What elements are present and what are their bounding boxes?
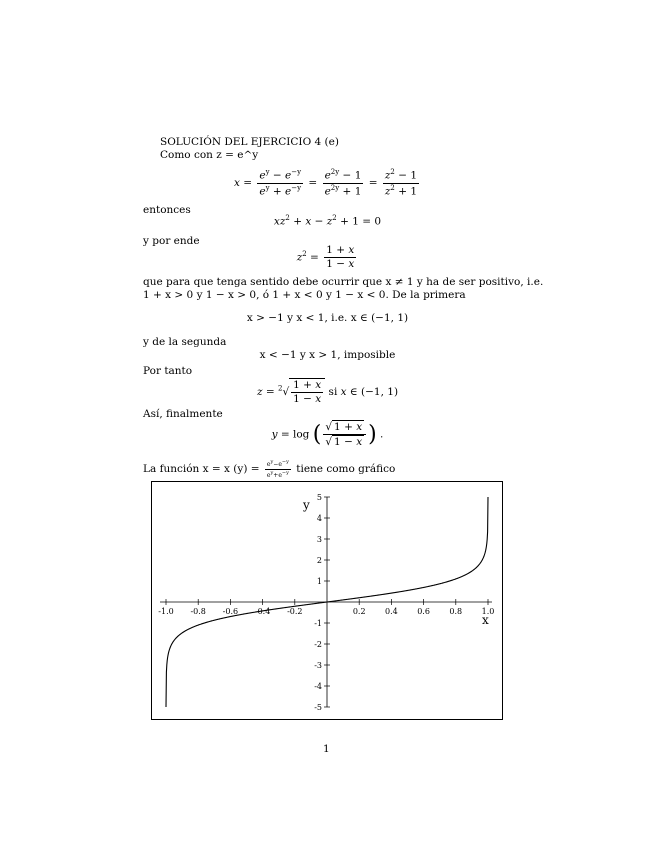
y-tick-label: 3 (316, 535, 322, 544)
y-tick-label: 1 (316, 577, 322, 586)
text-entonces: entonces (143, 204, 191, 216)
x-tick-label: 0.2 (352, 607, 366, 616)
x-tick-label: 0.8 (449, 607, 463, 616)
intro-text: Como con z = e^y (160, 149, 259, 161)
x-tick-label: -0.2 (287, 607, 303, 616)
x-axis-label: x (482, 613, 489, 627)
x-tick-label: -0.6 (222, 607, 239, 616)
equation-quadratic: $xz^2 + x - z^2 + 1 = 0$ (273, 214, 382, 228)
text-de-la-segunda: y de la segunda (143, 336, 227, 348)
funcion-post-text: tiene como gráfico (296, 463, 396, 475)
x-tick-label: -1.0 (158, 607, 174, 616)
y-tick-label: -2 (314, 640, 322, 649)
funcion-pre-text: La función x = x (y) = (143, 463, 260, 475)
equation-x-of-y: x = $\frac{e^y - e^{-y}}{e^y + e^{-y}}$ = $\frac{e^{2y} - 1}{e^{2y} + 1}$ = $\frac{z^2 - 1}{z^2 + 1}$ (233, 168, 418, 198)
x-tick-label: 0.6 (417, 607, 430, 616)
text-asi-finalmente: Así, finalmente (143, 408, 223, 420)
equation-z-squared: $z^2$ = $\frac{1 + x}{1 - x}$ (296, 244, 355, 271)
text-condition-2: 1 + x > 0 y 1 − x > 0, ó 1 + x < 0 y 1 − x < 0. De la primera (143, 289, 466, 301)
page-number: 1 (323, 743, 330, 755)
equation-first-case: x > −1 y x < 1, i.e. x ∈ (−1, 1) (246, 312, 409, 324)
text-y-por-ende: y por ende (143, 235, 200, 247)
function-graph (151, 481, 503, 720)
y-tick-label: -4 (314, 682, 322, 691)
text-condition-1: que para que tenga sentido debe ocurrir que x ≠ 1 y ha de ser positivo, i.e. (143, 276, 544, 288)
y-tick-label: 4 (316, 514, 322, 523)
equation-second-case: x < −1 y x > 1, imposible (259, 349, 396, 361)
y-tick-label: -3 (314, 661, 322, 670)
y-tick-label: -5 (314, 703, 322, 712)
x-tick-label: 1.0 (481, 607, 495, 616)
text-por-tanto: Por tanto (143, 365, 193, 377)
x-tick-label: -0.8 (190, 607, 206, 616)
y-tick-label: 2 (316, 556, 322, 565)
text-la-funcion: La función x = x (y) = $\frac{e^y-e^{-y}}{e^y+e^{-y}}$ tiene como gráfico (143, 459, 396, 479)
equation-z-root: z = $^2$√ $\frac{1 + x}{1 - x}$ si x ∈ (−1, 1) (256, 379, 399, 406)
x-tick-label: -0.4 (254, 607, 271, 616)
equation-y-log: y = log ( $\frac{√ 1 + x}{√ 1 - x}$ ) . (271, 421, 384, 449)
y-tick-label: 5 (316, 493, 322, 502)
exercise-title: SOLUCIÓN DEL EJERCICIO 4 (e) (160, 136, 339, 148)
y-tick-label: -1 (314, 619, 322, 628)
x-tick-label: 0.4 (385, 607, 398, 616)
y-axis-label: y (303, 498, 310, 512)
